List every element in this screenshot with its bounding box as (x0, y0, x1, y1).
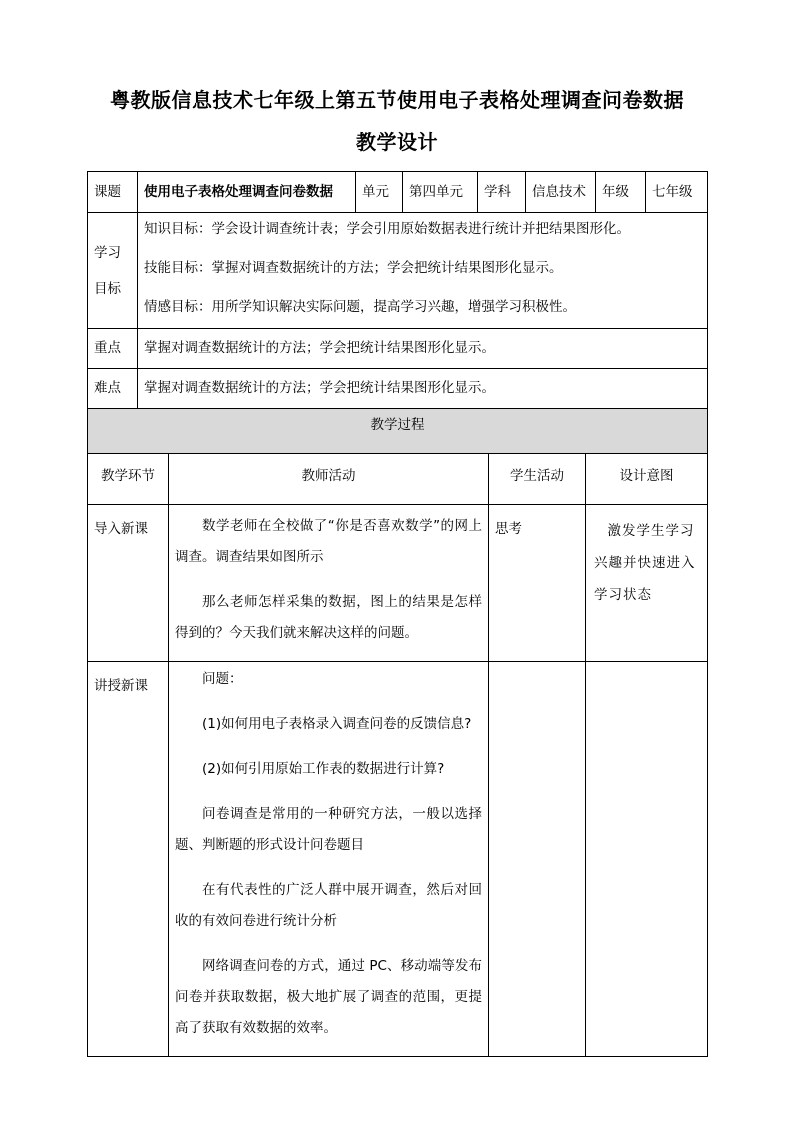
design-intent-cell: 激发学生学习兴趣并快速进入学习状态 (586, 505, 708, 662)
student-activity-cell (489, 662, 586, 1057)
design-intent-cell (586, 662, 708, 1057)
stage-cell: 讲授新课 (88, 662, 169, 1057)
difficulty-value: 掌握对调查数据统计的方法；学会把统计结果图形化显示。 (138, 369, 708, 409)
process-band: 教学过程 (88, 409, 708, 454)
goals-label-line1: 学习 (94, 245, 121, 261)
grade-value: 七年级 (646, 172, 708, 213)
header-teacher: 教师活动 (169, 454, 489, 505)
key-point-value: 掌握对调查数据统计的方法；学会把统计结果图形化显示。 (138, 329, 708, 369)
header-design: 设计意图 (586, 454, 708, 505)
teacher-activity-cell (169, 662, 489, 1057)
process-row-intro (88, 505, 708, 662)
teacher-paragraph: 网络调查问卷的方式，通过 PC、移动端等发布问卷并获取数据，极大地扩展了调查的范围，更提高了获取有效数据的效率。 (175, 958, 482, 1036)
lesson-value: 使用电子表格处理调查问卷数据 (138, 172, 356, 213)
lesson-info-row (88, 172, 708, 213)
process-header-row (88, 454, 708, 505)
document-subtitle: 教学设计 (356, 130, 438, 154)
unit-value: 第四单元 (403, 172, 478, 213)
teacher-paragraph: 问题： (202, 671, 243, 687)
teacher-paragraph: 在有代表性的广泛人群中展开调查，然后对回收的有效问卷进行统计分析 (175, 882, 482, 929)
goals-label (88, 213, 138, 329)
teacher-paragraph: (1)如何用电子表格录入调查问卷的反馈信息? (202, 716, 472, 732)
goals-row (88, 213, 708, 329)
teacher-activity-cell (169, 505, 489, 662)
unit-label: 单元 (356, 172, 403, 213)
goal-emotion: 情感目标：用所学知识解决实际问题，提高学习兴趣，增强学习积极性。 (144, 299, 576, 315)
goals-content (138, 213, 708, 329)
teacher-paragraph: (2)如何引用原始工作表的数据进行计算? (202, 761, 445, 777)
difficulty-row (88, 369, 708, 409)
document-title: 粤教版信息技术七年级上第五节使用电子表格处理调查问卷数据 (110, 88, 684, 112)
goals-label-line2: 目标 (94, 281, 121, 297)
teacher-paragraph: 问卷调查是常用的一种研究方法，一般以选择题、判断题的形式设计问卷题目 (175, 806, 482, 853)
grade-label: 年级 (596, 172, 646, 213)
difficulty-label: 难点 (88, 369, 138, 409)
header-student: 学生活动 (489, 454, 586, 505)
key-point-row (88, 329, 708, 369)
header-stage: 教学环节 (88, 454, 169, 505)
process-band-row (88, 409, 708, 454)
teacher-paragraph: 数学老师在全校做了“你是否喜欢数学”的网上调查。调查结果如图所示 (175, 518, 482, 565)
goal-skill: 技能目标：掌握对调查数据统计的方法；学会把统计结果图形化显示。 (144, 260, 563, 276)
teaching-process-table (87, 408, 708, 1057)
process-row-lecture (88, 662, 708, 1057)
subject-label: 学科 (478, 172, 526, 213)
stage-cell: 导入新课 (88, 505, 169, 662)
student-activity-cell: 思考 (489, 505, 586, 662)
key-point-label: 重点 (88, 329, 138, 369)
teacher-paragraph: 那么老师怎样采集的数据，图上的结果是怎样得到的？今天我们就来解决这样的问题。 (175, 594, 482, 641)
lesson-info-table (87, 171, 708, 409)
subject-value: 信息技术 (526, 172, 596, 213)
goal-knowledge: 知识目标：学会设计调查统计表；学会引用原始数据表进行统计并把结果图形化。 (144, 221, 630, 237)
lesson-label: 课题 (88, 172, 138, 213)
